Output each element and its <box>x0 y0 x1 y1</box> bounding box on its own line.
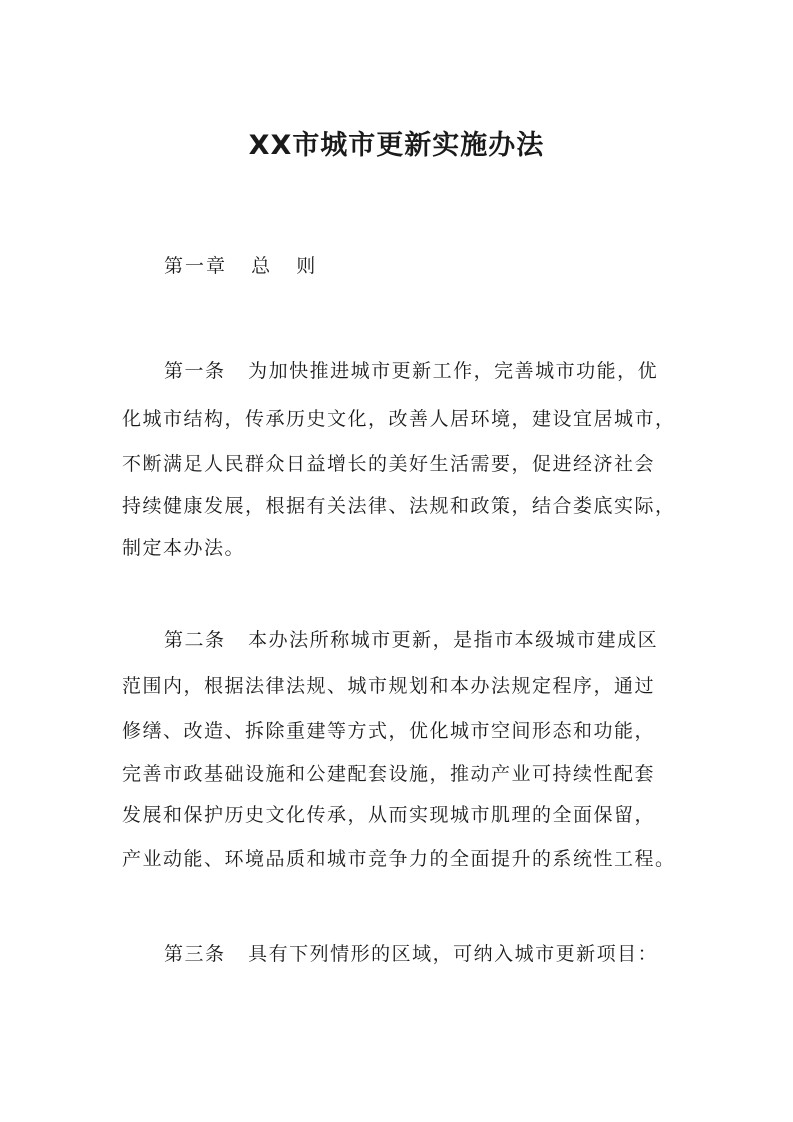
article-3-line: 第三条 具有下列情形的区域，可纳入城市更新项目： <box>164 943 659 965</box>
article-2-line: 范围内，根据法律法规、城市规划和本办法规定程序，通过 <box>122 675 656 697</box>
article-2-line: 发展和保护历史文化传承，从而实现城市肌理的全面保留， <box>122 804 656 826</box>
article-1-line: 制定本办法。 <box>122 537 246 559</box>
article-2-line: 产业动能、环境品质和城市竞争力的全面提升的系统性工程。 <box>122 848 676 870</box>
article-2-line: 完善市政基础设施和公建配套设施，推动产业可持续性配套 <box>122 763 656 785</box>
article-2-line: 第二条 本办法所称城市更新，是指市本级城市建成区 <box>164 629 659 651</box>
article-1-line: 化城市结构，传承历史文化，改善人居环境，建设宜居城市， <box>122 408 676 430</box>
document-title-text: 市城市更新实施办法 <box>292 130 545 161</box>
document-title-prefix: XX <box>248 130 293 161</box>
article-1-line: 持续健康发展，根据有关法律、法规和政策，结合娄底实际， <box>122 495 676 517</box>
article-2-line: 修缮、改造、拆除重建等方式，优化城市空间形态和功能， <box>122 720 656 742</box>
article-1-line: 第一条 为加快推进城市更新工作，完善城市功能，优 <box>164 360 659 382</box>
chapter-heading: 第一章 总 则 <box>164 255 318 277</box>
document-title <box>0 126 793 166</box>
article-1-line: 不断满足人民群众日益增长的美好生活需要，促进经济社会 <box>122 453 656 475</box>
